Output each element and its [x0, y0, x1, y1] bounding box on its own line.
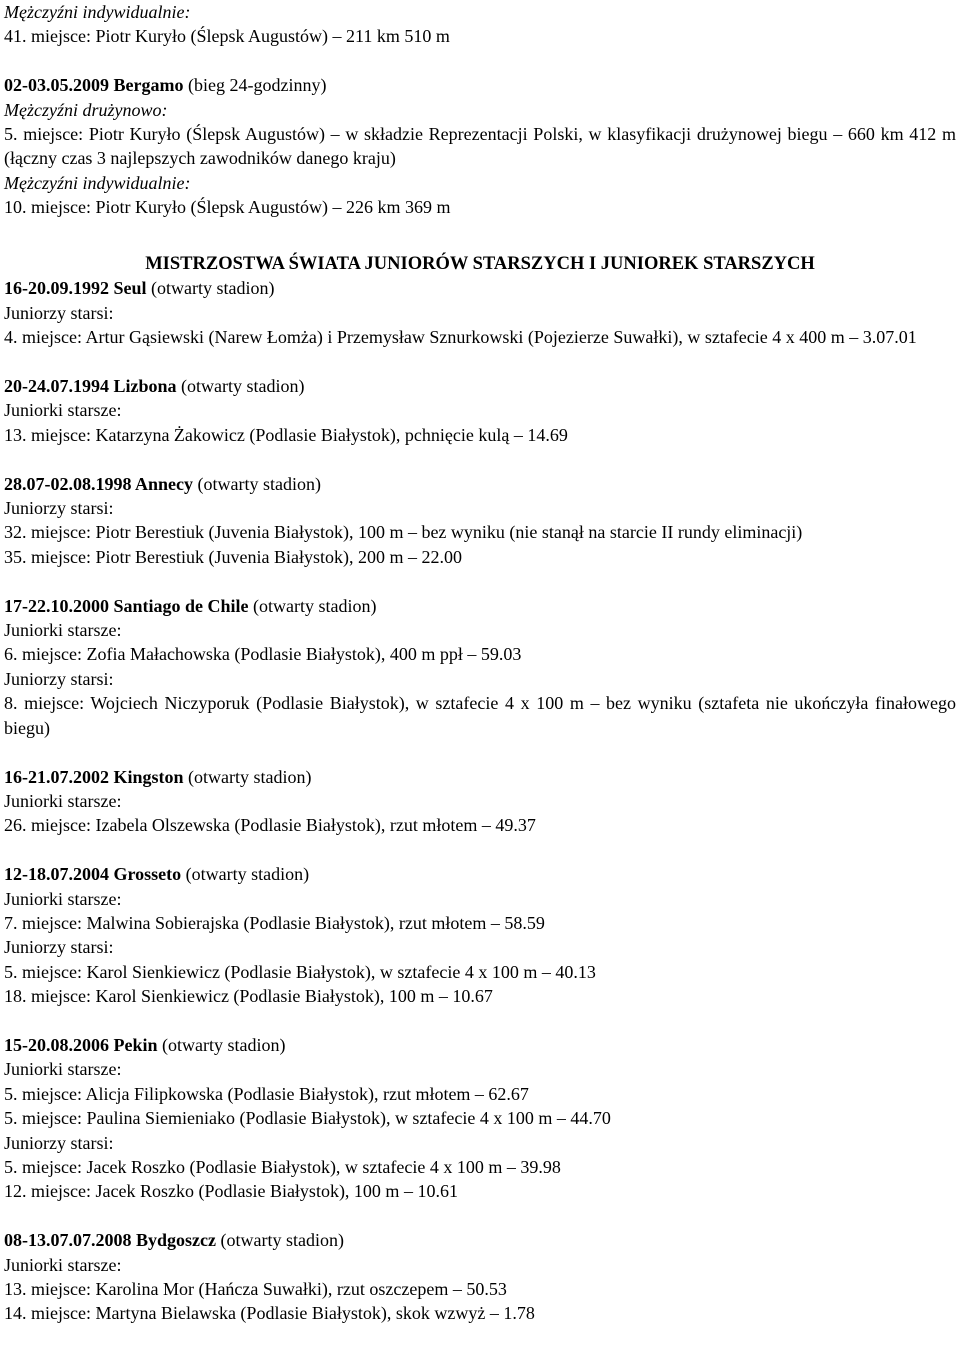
- result-line: 4. miejsce: Artur Gąsiewski (Narew Łomża) i Przemysław Sznurkowski (Pojezierze Suwałki), w sztafecie 4 x 400 m – 3.07.01: [4, 327, 917, 348]
- result-line: 5. miejsce: Jacek Roszko (Podlasie Białystok), w sztafecie 4 x 100 m – 39.98: [4, 1156, 561, 1177]
- spacer: [4, 740, 960, 764]
- result-line: 32. miejsce: Piotr Berestiuk (Juvenia Białystok), 100 m – bez wyniku (nie stanął na starcie II rundy eliminacji): [4, 522, 803, 543]
- result-line: 5. miejsce: Paulina Siemieniako (Podlasie Białystok), w sztafecie 4 x 100 m – 44.70: [4, 1108, 611, 1129]
- category-label: Mężczyźni indywidualnie:: [4, 2, 191, 22]
- category-label: Juniorzy starsi:: [4, 1132, 114, 1153]
- result-line: 5. miejsce: Alicja Filipkowska (Podlasie Białystok), rzut młotem – 62.67: [4, 1083, 529, 1104]
- result-line: 10. miejsce: Piotr Kuryło (Ślepsk Augustów) – 226 km 369 m: [4, 197, 451, 218]
- result-line: 8. miejsce: Wojciech Niczyporuk (Podlasie Białystok), w sztafecie 4 x 100 m – bez wyniku (sztafeta nie ukończyła finałowego biegu): [4, 693, 956, 738]
- category-label: Juniorki starsze:: [4, 888, 122, 909]
- result-line: 14. miejsce: Martyna Bielawska (Podlasie Białystok), skok wzwyż – 1.78: [4, 1303, 535, 1324]
- category-label: Juniorki starsze:: [4, 790, 122, 811]
- spacer: [4, 1204, 960, 1228]
- category-label: Juniorki starsze:: [4, 620, 122, 641]
- event-header: [4, 1033, 960, 1057]
- result-line: 7. miejsce: Malwina Sobierajska (Podlasie Białystok), rzut młotem – 58.59: [4, 912, 545, 933]
- event-venue: (otwarty stadion): [193, 473, 321, 494]
- category-label: Juniorzy starsi:: [4, 302, 114, 323]
- category-label: Juniorki starsze:: [4, 400, 122, 421]
- section-title: MISTRZOSTWA ŚWIATA JUNIORÓW STARSZYCH I JUNIOREK STARSZYCH: [145, 254, 815, 275]
- event-date-place: 12-18.07.2004 Grosseto: [4, 864, 182, 885]
- event-venue: (otwarty stadion): [176, 376, 305, 397]
- category-label: Juniorzy starsi:: [4, 668, 114, 689]
- result-line: 26. miejsce: Izabela Olszewska (Podlasie Białystok), rzut młotem – 49.37: [4, 815, 536, 836]
- event-venue: (otwarty stadion): [248, 595, 377, 616]
- event-header: [4, 594, 960, 618]
- result-line: 35. miejsce: Piotr Berestiuk (Juvenia Białystok), 200 m – 22.00: [4, 546, 462, 567]
- event-header: [4, 862, 960, 886]
- event-date-place: 28.07-02.08.1998 Annecy: [4, 473, 193, 494]
- event-date-place: 16-20.09.1992 Seul: [4, 278, 147, 299]
- result-line: 13. miejsce: Katarzyna Żakowicz (Podlasie Białystok), pchnięcie kulą – 14.69: [4, 424, 568, 445]
- event-venue: (otwarty stadion): [215, 1230, 344, 1251]
- event-date-place: 20-24.07.1994 Lizbona: [4, 376, 177, 397]
- result-line: 13. miejsce: Karolina Mor (Hańcza Suwałki), rzut oszczepem – 50.53: [4, 1278, 507, 1299]
- event-date-place: 17-22.10.2000 Santiago de Chile: [4, 595, 249, 616]
- event-header: [4, 1228, 960, 1252]
- result-line: 41. miejsce: Piotr Kuryło (Ślepsk Augustów) – 211 km 510 m: [4, 26, 450, 47]
- category-label: Juniorzy starsi:: [4, 937, 114, 958]
- spacer: [4, 350, 960, 374]
- spacer: [4, 838, 960, 862]
- event-header: [4, 374, 960, 398]
- event-venue: (otwarty stadion): [157, 1034, 286, 1055]
- category-label: Mężczyźni drużynowo:: [4, 99, 168, 120]
- result-line: 6. miejsce: Zofia Małachowska (Podlasie Białystok), 400 m ppł – 59.03: [4, 644, 522, 665]
- spacer: [4, 220, 960, 244]
- result-line: 5. miejsce: Karol Sienkiewicz (Podlasie Białystok), w sztafecie 4 x 100 m – 40.13: [4, 961, 596, 982]
- event-venue: (otwarty stadion): [183, 766, 312, 787]
- category-label: Juniorki starsze:: [4, 1059, 122, 1080]
- event-header: [4, 765, 960, 789]
- event-date-place: 08-13.07.07.2008 Bydgoszcz: [4, 1230, 216, 1251]
- spacer: [4, 49, 960, 73]
- event-date-place: 02-03.05.2009 Bergamo: [4, 75, 184, 96]
- category-label: Juniorki starsze:: [4, 1254, 122, 1275]
- event-header: [4, 276, 960, 300]
- event-header: [4, 73, 960, 97]
- event-header: [4, 472, 960, 496]
- category-label: Mężczyźni indywidualnie:: [4, 172, 191, 193]
- result-line: 18. miejsce: Karol Sienkiewicz (Podlasie Białystok), 100 m – 10.67: [4, 986, 493, 1007]
- spacer: [4, 569, 960, 593]
- event-venue: (otwarty stadion): [181, 864, 310, 885]
- result-line: 5. miejsce: Piotr Kuryło (Ślepsk Augustów) – w składzie Reprezentacji Polski, w klasyfikacji drużynowej biegu – 660 km 412 m (łączny czas 3 najlepszych zawodników danego kraju): [4, 124, 956, 169]
- event-venue: (bieg 24-godzinny): [183, 75, 327, 96]
- event-venue: (otwarty stadion): [146, 278, 275, 299]
- result-line: 12. miejsce: Jacek Roszko (Podlasie Białystok), 100 m – 10.61: [4, 1181, 458, 1202]
- spacer: [4, 1009, 960, 1033]
- event-date-place: 16-21.07.2002 Kingston: [4, 766, 184, 787]
- event-date-place: 15-20.08.2006 Pekin: [4, 1034, 158, 1055]
- category-label: Juniorzy starsi:: [4, 498, 114, 519]
- spacer: [4, 447, 960, 471]
